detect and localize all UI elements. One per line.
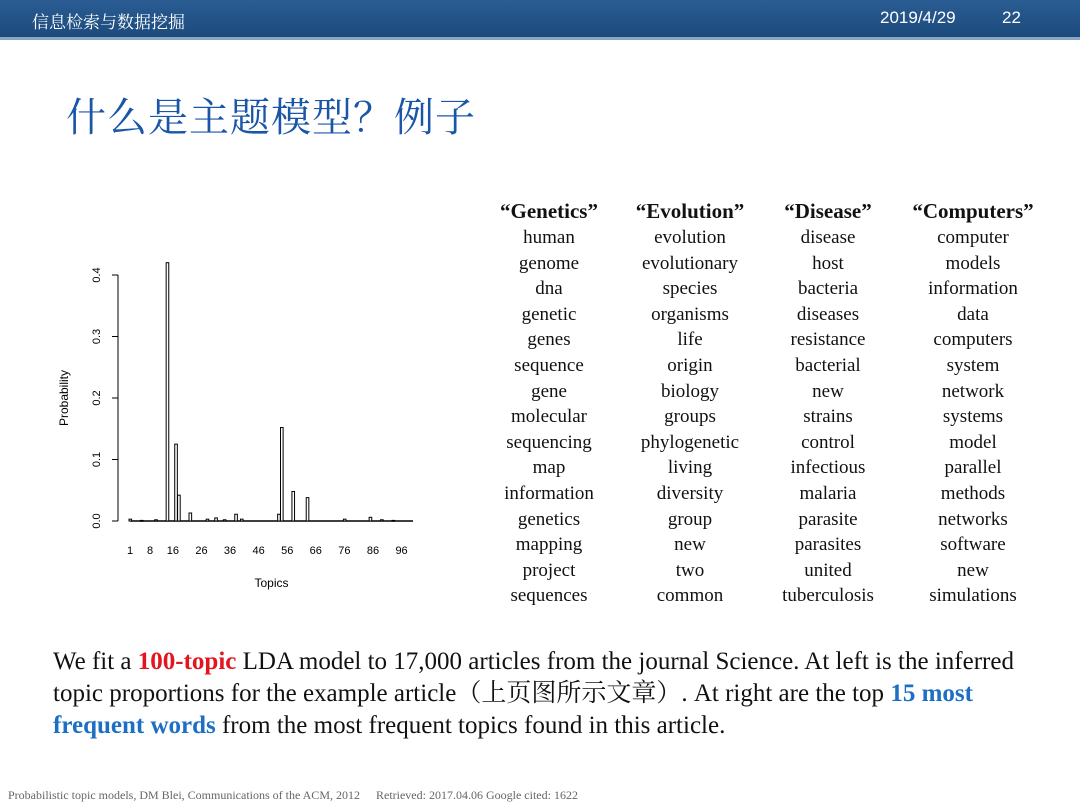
header-bar	[0, 0, 1080, 40]
topic-word: tuberculosis	[782, 585, 874, 607]
chart-bar	[278, 514, 281, 521]
topic-word: sequencing	[506, 431, 592, 453]
topic-word: infectious	[790, 457, 866, 479]
topic-word: gene	[531, 380, 567, 402]
topic-word: new	[957, 559, 989, 581]
topic-word: common	[656, 585, 724, 607]
topic-word: system	[946, 354, 1000, 376]
chart-bar	[281, 428, 284, 521]
topic-word: bacterial	[795, 354, 861, 376]
topic-word: origin	[667, 354, 713, 376]
chart-x-tick-label: 1	[126, 545, 134, 557]
chart-y-label: Probability	[57, 369, 71, 427]
topic-word: dna	[535, 278, 563, 300]
chart-y-tick-label: 0.3	[91, 328, 103, 345]
topic-word: control	[801, 431, 855, 453]
caption	[53, 646, 1043, 742]
topic-word: disease	[800, 227, 856, 248]
footer-citation: Probabilistic topic models, DM Blei, Communications of the ACM, 2012	[8, 788, 360, 802]
topic-word: genetic	[521, 303, 577, 325]
topic-word: genes	[527, 329, 571, 351]
chart-y-tick-label: 0.4	[91, 267, 103, 283]
topic-word: sequence	[514, 354, 584, 376]
topic-word: parallel	[944, 457, 1002, 479]
topic-word: species	[662, 278, 718, 300]
topic-word: computer	[937, 227, 1009, 248]
topic-word: organisms	[651, 303, 729, 325]
topic-header: “Genetics”	[500, 199, 598, 223]
topic-column-genetics	[488, 198, 610, 609]
chart-bar	[306, 498, 309, 521]
caption-text: from the most frequent topics found in this article.	[215, 712, 726, 739]
topic-word: human	[523, 227, 575, 248]
topic-word: project	[522, 559, 576, 581]
chart-bar	[292, 491, 295, 521]
topic-word: software	[940, 534, 1006, 556]
topic-word: groups	[664, 406, 716, 428]
chart-x-tick-label: 96	[395, 545, 408, 557]
page-number: 22	[1002, 8, 1021, 27]
topic-word: genome	[518, 252, 580, 274]
topic-word: network	[941, 380, 1005, 402]
topic-word: systems	[942, 406, 1004, 428]
caption-text: LDA model to 17,000 articles from the journal Science. At left is the inferred topic proportions for the example article（上页图所示文章）. At right are the top	[53, 648, 1014, 707]
chart-bar	[206, 519, 209, 521]
topic-word: new	[812, 380, 844, 402]
topic-header: “Evolution”	[635, 199, 745, 223]
topic-word: living	[667, 457, 713, 479]
chart-bar	[166, 263, 169, 521]
topic-word: parasite	[798, 508, 858, 530]
chart-bar	[155, 520, 158, 521]
chart-bar	[240, 519, 243, 521]
topic-column-computers	[900, 198, 1046, 609]
chart-bar	[178, 495, 181, 521]
topic-word: computers	[933, 329, 1013, 351]
slide-date: 2019/4/29	[880, 8, 956, 27]
topic-word: resistance	[790, 329, 866, 351]
chart-x-tick-label: 36	[223, 545, 237, 557]
footer	[8, 788, 578, 803]
course-title: 信息检索与数据挖掘	[32, 13, 185, 33]
topic-word: evolution	[654, 227, 726, 248]
chart-x-tick-label: 46	[252, 545, 265, 557]
chart-bar	[140, 520, 143, 521]
topic-proportion-chart	[40, 255, 440, 595]
topic-word: information	[928, 278, 1018, 300]
topic-column-disease	[768, 198, 888, 609]
chart-x-label: Topics	[254, 576, 289, 590]
chart-x-tick-label: 16	[166, 545, 180, 557]
topic-word: networks	[938, 508, 1008, 530]
topic-word: simulations	[929, 585, 1017, 607]
chart-bar	[369, 517, 372, 521]
chart-y-tick-label: 0.2	[91, 390, 103, 406]
chart-y-tick-label: 0.1	[91, 451, 103, 468]
topic-column-evolution	[626, 198, 754, 609]
topic-header: “Disease”	[784, 199, 872, 223]
topic-word: new	[674, 534, 706, 556]
topic-word: information	[504, 482, 594, 504]
caption-topic-count: 100-topic	[137, 648, 237, 675]
topic-word: strains	[803, 406, 853, 428]
chart-x-tick-label: 26	[195, 545, 208, 557]
chart-bar	[235, 514, 238, 521]
chart-bar	[175, 444, 178, 521]
topic-word: two	[675, 559, 705, 581]
chart-bar	[381, 520, 384, 521]
topic-word: evolutionary	[641, 252, 739, 274]
topic-word: model	[949, 431, 997, 453]
topic-word: models	[945, 252, 1001, 274]
topic-word: parasites	[794, 534, 862, 556]
topic-word: sequences	[510, 585, 588, 607]
topic-word: life	[677, 329, 703, 351]
chart-y-tick-label: 0.0	[91, 513, 103, 529]
chart-x-tick-label: 76	[338, 545, 351, 557]
topic-word: host	[812, 252, 844, 274]
caption-top-words: 15 most frequent words	[53, 680, 973, 739]
topic-word: map	[532, 457, 566, 479]
topic-word: biology	[660, 380, 720, 402]
chart-bar	[129, 519, 132, 521]
topic-word: group	[667, 508, 713, 530]
topic-word: phylogenetic	[640, 431, 740, 453]
topic-header: “Computers”	[912, 199, 1034, 223]
chart-bar	[215, 518, 218, 521]
chart-x-tick-label: 66	[309, 545, 322, 557]
chart-x-tick-label: 86	[366, 545, 380, 557]
chart-bar	[189, 513, 192, 521]
caption-text: We fit a	[53, 648, 138, 675]
slide-title: 什么是主题模型？例子	[66, 95, 476, 141]
topic-word: methods	[940, 482, 1006, 504]
topic-word: genetics	[517, 508, 581, 530]
footer-retrieved: Retrieved: 2017.04.06 Google cited: 1622	[375, 788, 578, 802]
topic-word: diseases	[796, 303, 860, 325]
topic-word: diversity	[656, 482, 724, 504]
topic-word: data	[957, 303, 989, 325]
topic-word: mapping	[515, 534, 583, 556]
topic-word: malaria	[799, 482, 857, 504]
topic-word: bacteria	[797, 278, 859, 300]
chart-bar	[223, 520, 226, 521]
chart-x-tick-label: 56	[281, 545, 294, 557]
chart-bar	[343, 519, 346, 521]
chart-bar	[392, 520, 395, 521]
topic-word: united	[804, 559, 852, 581]
chart-x-tick-label: 8	[146, 545, 154, 557]
topic-word: molecular	[511, 406, 587, 428]
